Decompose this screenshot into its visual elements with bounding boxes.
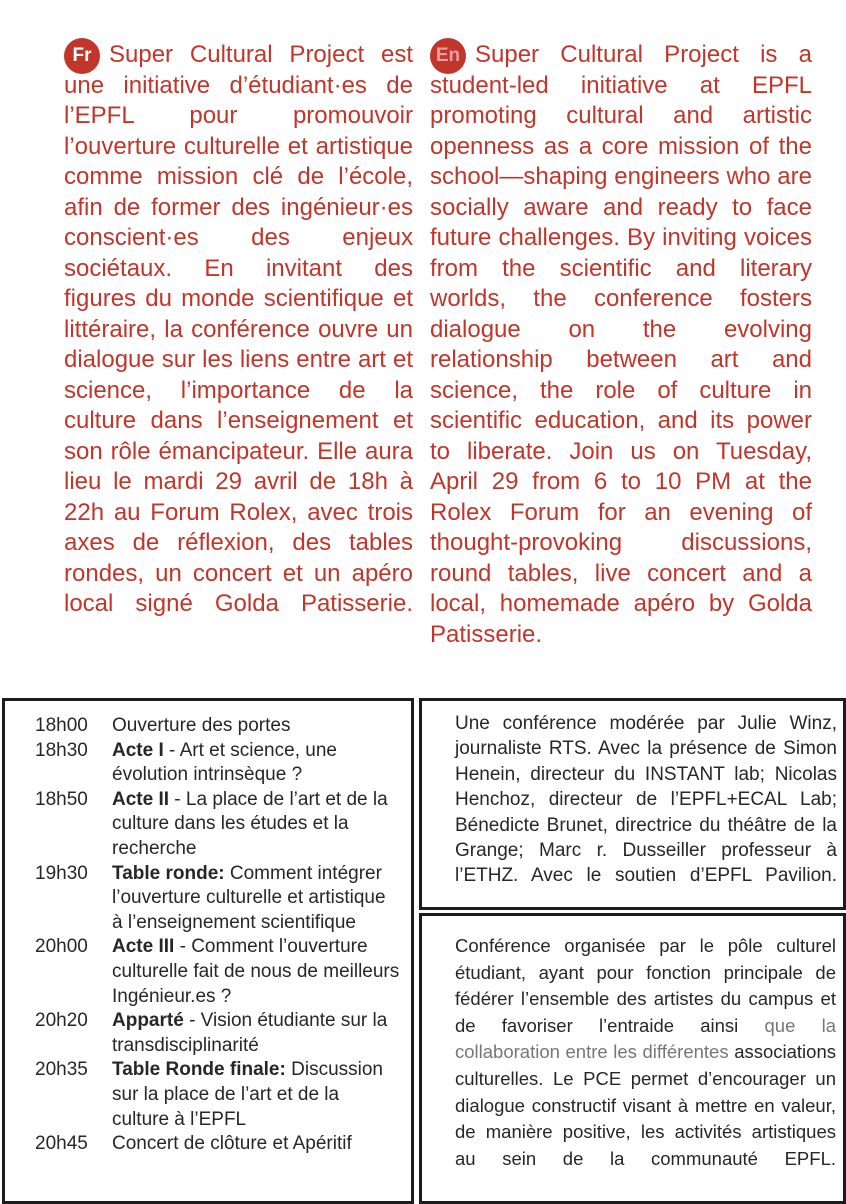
schedule-item-desc (112, 1009, 401, 1058)
en-language-badge: En (430, 38, 466, 74)
schedule-item-time: 18h00 (35, 715, 88, 736)
schedule-item (35, 788, 401, 862)
schedule-item (35, 862, 401, 936)
schedule-item-time: 20h20 (35, 1010, 88, 1032)
moderation-panel (419, 698, 846, 910)
schedule-item-title: Table ronde: (112, 862, 225, 884)
schedule-item-time: 20h35 (35, 1059, 88, 1081)
organizer-text-part1: Conférence organisée par le pôle culturel étudiant, ayant pour fonction principale de fédérer l’ensemble des artistes du campus et de favoriser l’entraide ainsi (455, 935, 836, 1036)
schedule-item (35, 1009, 401, 1058)
schedule-item-desc (112, 862, 401, 936)
schedule-item-desc (112, 714, 401, 739)
schedule-item-title: Acte I (112, 739, 164, 761)
schedule-item-time: 18h30 (35, 739, 88, 761)
moderation-text: Une conférence modérée par Julie Winz, journaliste RTS. Avec la présence de Simon Henein, directeur du INSTANT lab; Nicolas Henchoz, directeur de l’EPFL+ECAL Lab; Bénedicte Brunet, directrice du théâtre de la Grange; Marc r. Dusseiller professeur à l’ETHZ. Avec le soutien d’EPFL Pavilion. (455, 713, 837, 887)
schedule-item-text: - Vision étudiante sur la transdisciplinarité (112, 1010, 388, 1056)
schedule-item-desc (112, 739, 401, 788)
schedule-item-time: 19h30 (35, 862, 88, 884)
schedule-item-text: Discussion sur la place de l’art et de la culture à l’EPFL (112, 1059, 383, 1130)
schedule-item-time: 20h00 (35, 936, 88, 958)
schedule-item-title: Acte III (112, 936, 175, 958)
fr-language-badge: Fr (64, 38, 100, 74)
intro-french-text: Super Cultural Project est une initiative d’étudiant·es de l’EPFL pour promouvoir l’ouverture culturelle et artistique comme mission clé de l’école, afin de former des ingénieur·es conscient·es des enjeux sociétaux. En invitant des figures du monde scientifique et littéraire, la conférence ouvre un dialogue sur les liens entre art et science, l’importance de la culture dans l’enseignement et son rôle émancipateur. Elle aura lieu le mardi 29 avril de 18h à 22h au Forum Rolex, avec trois axes de réflexion, des tables rondes, un concert et un apéro local signé Golda Patisserie. (64, 41, 413, 617)
intro-english-text: Super Cultural Project is a student-led initiative at EPFL promoting cultural and artistic openness as a core mission of the school—shaping engineers who are socially aware and ready to face future challenges. By inviting voices from the scientific and literary worlds, the conference fosters dialogue on the evolving relationship between art and science, the role of culture in scientific education, and its power to liberate. Join us on Tuesday, April 29 from 6 to 10 PM at the Rolex Forum for an evening of thought-provoking discussions, round tables, live concert and a local, homemade apéro by Golda Patisserie. (430, 41, 812, 648)
schedule-item-time: 20h45 (35, 1133, 88, 1155)
schedule-item-time: 18h50 (35, 788, 88, 810)
schedule-item-text: Ouverture des portes (112, 715, 291, 736)
schedule-item-desc (112, 788, 401, 862)
schedule-item-desc (112, 1132, 401, 1157)
schedule-item-text: - Art et science, une évolution intrinsèque ? (112, 739, 337, 786)
schedule-item (35, 739, 401, 788)
schedule-item (35, 1132, 401, 1157)
schedule-list (35, 714, 401, 1157)
schedule-item (35, 935, 401, 1009)
organizer-text-part2: associations culturelles. Le PCE permet d’encourager un dialogue constructif visant à mettre en valeur, de manière positive, les activités artistiques au sein de la communauté EPFL. (455, 1041, 836, 1169)
schedule-item-desc (112, 935, 401, 1009)
intro-french-paragraph (64, 40, 413, 620)
schedule-item-text: - Comment l’ouverture culturelle fait de nous de meilleurs Ingénieur.es ? (112, 936, 400, 1007)
schedule-panel (2, 698, 414, 1204)
schedule-item-desc (112, 1058, 401, 1132)
schedule-item-text: Comment intégrer l’ouverture culturelle et artistique à l’enseignement scientifique (112, 862, 386, 933)
schedule-item-title: Table Ronde finale: (112, 1059, 286, 1081)
organizer-text (455, 933, 836, 1172)
schedule-item-text: - La place de l’art et de la culture dans les études et la recherche (112, 788, 388, 859)
schedule-item-title: Apparté (112, 1010, 184, 1032)
intro-english-paragraph (430, 40, 812, 650)
schedule-item (35, 714, 401, 739)
organizer-text-muted: que la collaboration entre les différentes (455, 1014, 836, 1063)
schedule-item-text: Concert de clôture et Apéritif (112, 1133, 352, 1155)
organizer-panel (419, 913, 846, 1204)
schedule-item-title: Acte II (112, 788, 170, 810)
schedule-item (35, 1058, 401, 1132)
